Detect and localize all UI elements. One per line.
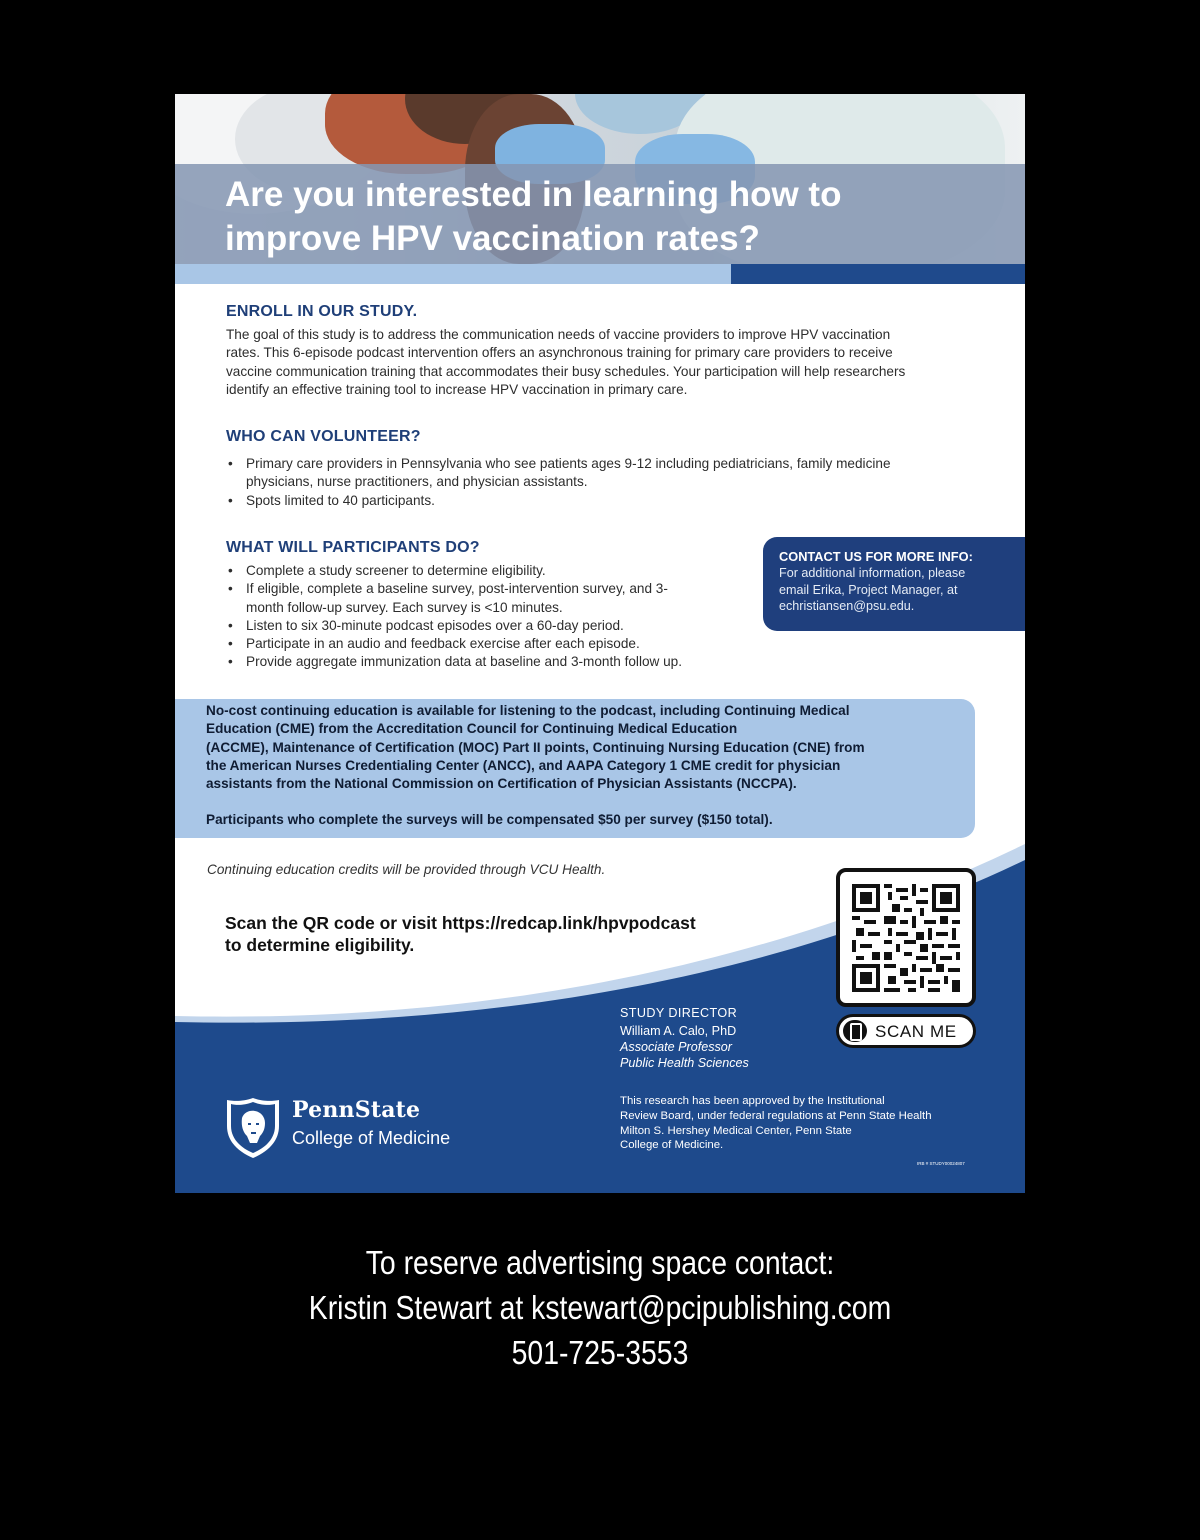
ce-line: assistants from the National Commission on Certification of Physician Assistants (NCCPA).	[206, 776, 797, 792]
header-stripe-light	[175, 264, 731, 284]
volunteer-list	[226, 455, 986, 510]
enroll-line: rates. This 6-episode podcast intervention offers an asynchronous training for primary care providers to receive	[226, 345, 893, 361]
ce-line: (ACCME), Maintenance of Certification (MOC) Part II points, Continuing Nursing Education (CNE) from	[206, 739, 865, 755]
volunteer-title: WHO CAN VOLUNTEER?	[226, 428, 421, 445]
enroll-line: vaccine communication training that accommodates their busy schedules. Your participation will help researchers	[226, 363, 906, 379]
logo-name: PennState	[292, 1097, 421, 1123]
header-stripe-dark	[731, 264, 1025, 284]
contact-line: For additional information, please	[779, 566, 966, 580]
list-item-text: If eligible, complete a baseline survey, post-intervention survey, and 3-	[246, 581, 668, 597]
scan-instructions	[225, 912, 785, 956]
list-item-text: Participate in an audio and feedback exercise after each episode.	[246, 636, 640, 652]
ce-provider-note: Continuing education credits will be provided through VCU Health.	[207, 862, 606, 877]
list-item	[226, 617, 746, 635]
list-item	[226, 455, 986, 492]
logo-subtitle: College of Medicine	[292, 1128, 451, 1148]
participants-title: WHAT WILL PARTICIPANTS DO?	[226, 539, 480, 556]
continuing-education-box	[175, 699, 975, 838]
list-item	[226, 492, 986, 510]
ad-contact-phone[interactable]: 501-725-3553	[511, 1334, 689, 1371]
headline	[225, 173, 985, 261]
contact-email[interactable]: echristiansen@psu.edu.	[779, 599, 915, 613]
list-item-text: Primary care providers in Pennsylvania who see patients ages 9-12 including pediatricians, family medicine	[246, 456, 891, 471]
list-item-text: month follow-up survey. Each survey is <10 minutes.	[246, 599, 563, 615]
enroll-title: ENROLL IN OUR STUDY.	[226, 303, 418, 320]
list-item	[226, 653, 746, 671]
irb-number: IRB # STUDY00024807	[917, 1161, 965, 1166]
study-director-role: Associate Professor	[620, 1040, 732, 1054]
ce-line: Education (CME) from the Accreditation Council for Continuing Medical Education	[206, 721, 738, 737]
compensation-text: Participants who complete the surveys will be compensated $50 per survey ($150 total).	[206, 812, 773, 828]
list-item-text: Spots limited to 40 participants.	[246, 492, 435, 508]
scan-me-badge	[836, 1014, 976, 1048]
enroll-text	[226, 326, 978, 399]
ce-line: the American Nurses Credentialing Center (ANCC), and AAPA Category 1 CME credit for physician	[206, 757, 841, 773]
list-item-text: Complete a study screener to determine eligibility.	[246, 563, 546, 578]
study-director-title: STUDY DIRECTOR	[620, 1006, 738, 1020]
enroll-line: The goal of this study is to address the communication needs of vaccine providers to improve HPV vaccination	[226, 327, 891, 342]
list-item	[226, 635, 746, 653]
qr-code[interactable]	[836, 868, 976, 1007]
scan-line: to determine eligibility.	[225, 935, 415, 955]
irb-line: This research has been approved by the Institutional	[620, 1095, 885, 1107]
irb-line: College of Medicine.	[620, 1139, 724, 1152]
contact-title: CONTACT US FOR MORE INFO:	[779, 549, 973, 564]
contact-text	[779, 565, 1013, 615]
participants-list	[226, 562, 746, 672]
flyer	[175, 94, 1025, 1193]
header-photo	[175, 94, 1025, 284]
list-item-text: physicians, nurse practitioners, and physician assistants.	[246, 474, 588, 490]
list-item-text: Listen to six 30-minute podcast episodes over a 60-day period.	[246, 617, 624, 633]
ce-line: No-cost continuing education is available for listening to the podcast, including Continuing Medical	[206, 703, 850, 718]
contact-line: email Erika, Project Manager, at	[779, 582, 958, 597]
ad-contact-email[interactable]: Kristin Stewart at kstewart@pcipublishing.com	[308, 1289, 892, 1326]
irb-line: Review Board, under federal regulations at Penn State Health	[620, 1109, 932, 1122]
phone-icon	[843, 1020, 867, 1042]
continuing-education-text	[206, 702, 945, 793]
list-item	[226, 562, 746, 580]
study-director-department: Public Health Sciences	[620, 1056, 749, 1070]
enroll-line: identify an effective training tool to increase HPV vaccination in primary care.	[226, 381, 688, 397]
scan-line[interactable]: Scan the QR code or visit https://redcap.link/hpvpodcast	[225, 913, 696, 933]
list-item	[226, 580, 746, 617]
headline-line: Are you interested in learning how to	[225, 175, 842, 214]
ad-contact-heading: To reserve advertising space contact:	[365, 1244, 835, 1281]
irb-line: Milton S. Hershey Medical Center, Penn State	[620, 1124, 852, 1137]
contact-box	[763, 537, 1025, 631]
qr-code-icon	[852, 884, 960, 992]
study-director-name: William A. Calo, PhD	[620, 1024, 737, 1038]
scan-me-label: SCAN ME	[875, 1022, 957, 1041]
penn-state-shield-icon	[224, 1096, 282, 1160]
headline-line: improve HPV vaccination rates?	[225, 219, 760, 258]
irb-approval-text	[620, 1094, 980, 1153]
list-item-text: Provide aggregate immunization data at baseline and 3-month follow up.	[246, 654, 683, 670]
